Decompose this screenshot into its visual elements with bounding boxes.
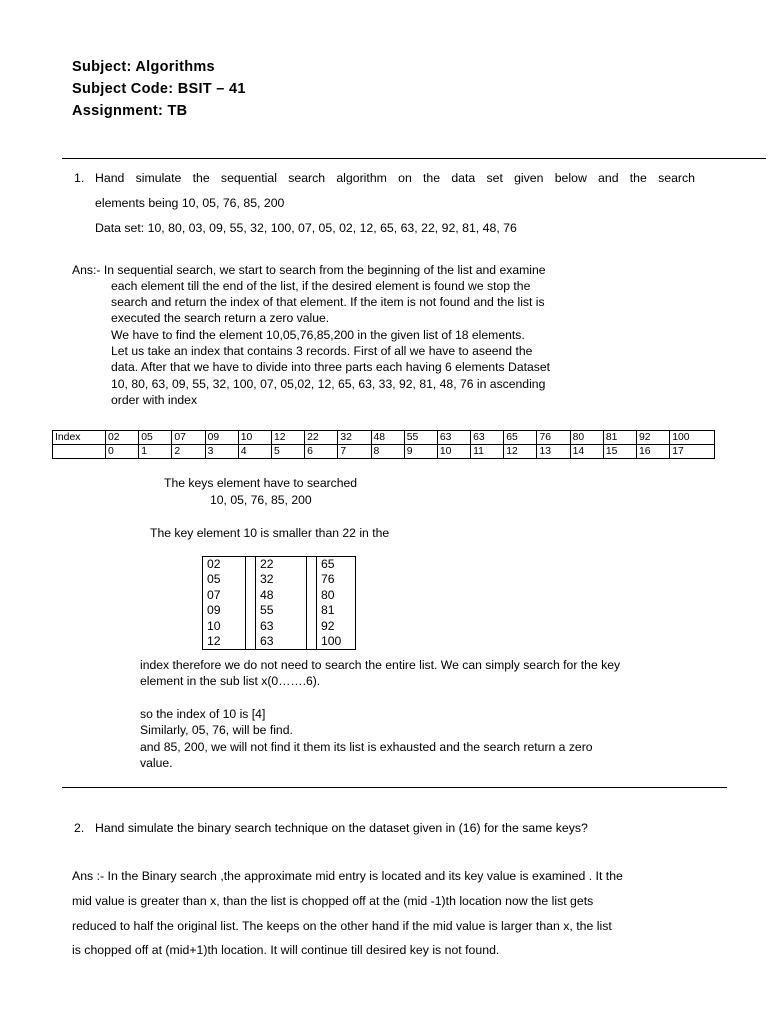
sublist-gap xyxy=(307,572,317,587)
after-table-line: Similarly, 05, 76, will be find. xyxy=(140,723,293,737)
sublist-cell: 32 xyxy=(256,572,307,587)
sublist-gap xyxy=(307,603,317,618)
index-value-cell: 55 xyxy=(404,431,437,445)
sublist-cell: 65 xyxy=(317,557,356,573)
sublist-row xyxy=(203,619,356,634)
index-value-cell: 65 xyxy=(504,431,537,445)
index-position-cell: 4 xyxy=(238,445,271,459)
ans2-line: Ans :- In the Binary search ,the approximate mid entry is located and its key value is examined . It the xyxy=(72,869,623,883)
q1-number: 1. xyxy=(74,171,85,185)
index-position-cell: 11 xyxy=(471,445,504,459)
after-table-line: so the index of 10 is [4] xyxy=(140,707,266,721)
index-value-cell: 12 xyxy=(271,431,304,445)
ans1-line: data. After that we have to divide into three parts each having 6 elements Dataset xyxy=(111,360,551,374)
sublist-cell: 81 xyxy=(317,603,356,618)
index-value-cell: 100 xyxy=(670,431,715,445)
sublist-cell: 100 xyxy=(317,634,356,650)
sublist-gap xyxy=(246,588,256,603)
keys-list: 10, 05, 76, 85, 200 xyxy=(210,493,312,507)
sublist-gap xyxy=(307,634,317,650)
index-position-cell: 1 xyxy=(139,445,172,459)
index-position-cell: 8 xyxy=(371,445,404,459)
index-value-cell: 63 xyxy=(471,431,504,445)
q2-text: Hand simulate the binary search technique on the dataset given in (16) for the same keys? xyxy=(95,821,588,835)
sublist-row xyxy=(203,588,356,603)
sublist-cell: 22 xyxy=(256,557,307,573)
sublist-cell: 48 xyxy=(256,588,307,603)
sublist-table xyxy=(202,556,356,650)
index-table xyxy=(52,430,715,459)
index-position-cell: 3 xyxy=(205,445,238,459)
after-table-line: value. xyxy=(140,756,173,770)
q1-dataset: Data set: 10, 80, 03, 09, 55, 32, 100, 07, 05, 02, 12, 65, 63, 22, 92, 81, 48, 76 xyxy=(95,221,517,235)
index-value-cell: 92 xyxy=(637,431,670,445)
sublist-cell: 63 xyxy=(256,619,307,634)
index-value-cell: 09 xyxy=(205,431,238,445)
ans2-line: is chopped off at (mid+1)th location. It will continue till desired key is not found. xyxy=(72,943,500,957)
index-position-cell: 5 xyxy=(271,445,304,459)
index-value-cell: 10 xyxy=(238,431,271,445)
index-values-row xyxy=(53,431,715,445)
sublist-cell: 63 xyxy=(256,634,307,650)
index-position-cell: 0 xyxy=(106,445,139,459)
q1-line-1: Hand simulate the sequential search algorithm on the data set given below and the search xyxy=(95,171,695,185)
index-value-cell: 22 xyxy=(305,431,338,445)
index-position-cell: 6 xyxy=(305,445,338,459)
index-value-cell: 63 xyxy=(437,431,470,445)
after-table-line: and 85, 200, we will not find it them its list is exhausted and the search return a zero xyxy=(140,740,593,754)
ans1-line: order with index xyxy=(111,393,198,407)
sublist-cell: 12 xyxy=(203,634,246,650)
q2-number: 2. xyxy=(74,821,85,835)
after-table-line: index therefore we do not need to search the entire list. We can simply search for the key xyxy=(140,658,621,672)
after-table-line: element in the sub list x(0…….6). xyxy=(140,674,321,688)
index-position-cell: 14 xyxy=(570,445,603,459)
index-position-cell: 12 xyxy=(504,445,537,459)
index-position-cell: 9 xyxy=(404,445,437,459)
ans1-line: executed the search return a zero value. xyxy=(111,311,330,325)
index-position-cell: 17 xyxy=(670,445,715,459)
ans1-line: We have to find the element 10,05,76,85,200 in the given list of 18 elements. xyxy=(111,328,525,342)
ans2-line: mid value is greater than x, than the list is chopped off at the (mid -1)th location now the list gets xyxy=(72,894,594,908)
index-value-cell: 81 xyxy=(603,431,636,445)
key-compare-text: The key element 10 is smaller than 22 in the xyxy=(150,526,390,540)
index-value-cell: 07 xyxy=(172,431,205,445)
divider-top xyxy=(62,158,766,159)
sublist-gap xyxy=(246,619,256,634)
index-position-cell: 15 xyxy=(603,445,636,459)
sublist-cell: 02 xyxy=(203,557,246,573)
ans2-line: reduced to half the original list. The keeps on the other hand if the mid value is larger than x, the list xyxy=(72,919,612,933)
sublist-row xyxy=(203,603,356,618)
index-value-cell: 05 xyxy=(139,431,172,445)
index-positions-row xyxy=(53,445,715,459)
sublist-gap xyxy=(307,619,317,634)
sublist-cell: 05 xyxy=(203,572,246,587)
sublist-gap xyxy=(307,588,317,603)
sublist-cell: 55 xyxy=(256,603,307,618)
index-position-cell: 7 xyxy=(338,445,371,459)
sublist-gap xyxy=(246,603,256,618)
q1-line-2: elements being 10, 05, 76, 85, 200 xyxy=(95,196,285,210)
index-position-cell: 10 xyxy=(437,445,470,459)
sublist-gap xyxy=(246,572,256,587)
index-value-cell: 02 xyxy=(106,431,139,445)
sublist-cell: 09 xyxy=(203,603,246,618)
index-position-cell: 13 xyxy=(537,445,570,459)
sublist-gap xyxy=(246,634,256,650)
subject-code-heading: Subject Code: BSIT – 41 xyxy=(72,81,246,97)
sublist-cell: 76 xyxy=(317,572,356,587)
sublist-cell: 07 xyxy=(203,588,246,603)
ans1-line: search and return the index of that element. If the item is not found and the list is xyxy=(111,295,545,309)
index-label-cell: Index xyxy=(53,431,106,445)
index-position-cell: 2 xyxy=(172,445,205,459)
index-value-cell: 32 xyxy=(338,431,371,445)
ans1-line: 10, 80, 63, 09, 55, 32, 100, 07, 05,02, 12, 65, 63, 33, 92, 81, 48, 76 in ascending xyxy=(111,377,546,391)
ans1-line: Let us take an index that contains 3 records. First of all we have to aseend the xyxy=(111,344,533,358)
ans1-line: each element till the end of the list, if the desired element is found we stop the xyxy=(111,279,531,293)
sublist-cell: 80 xyxy=(317,588,356,603)
sublist-row xyxy=(203,634,356,650)
sublist-gap xyxy=(246,557,256,573)
index-value-cell: 76 xyxy=(537,431,570,445)
index-value-cell: 80 xyxy=(570,431,603,445)
index-empty-cell xyxy=(53,445,106,459)
sublist-row xyxy=(203,572,356,587)
divider-middle xyxy=(62,787,727,788)
sublist-cell: 92 xyxy=(317,619,356,634)
subject-heading: Subject: Algorithms xyxy=(72,59,215,75)
sublist-gap xyxy=(307,557,317,573)
keys-heading: The keys element have to searched xyxy=(164,476,358,490)
index-position-cell: 16 xyxy=(637,445,670,459)
ans1-line: Ans:- In sequential search, we start to search from the beginning of the list and examine xyxy=(72,263,546,277)
assignment-heading: Assignment: TB xyxy=(72,103,188,119)
sublist-row xyxy=(203,557,356,573)
index-value-cell: 48 xyxy=(371,431,404,445)
sublist-cell: 10 xyxy=(203,619,246,634)
